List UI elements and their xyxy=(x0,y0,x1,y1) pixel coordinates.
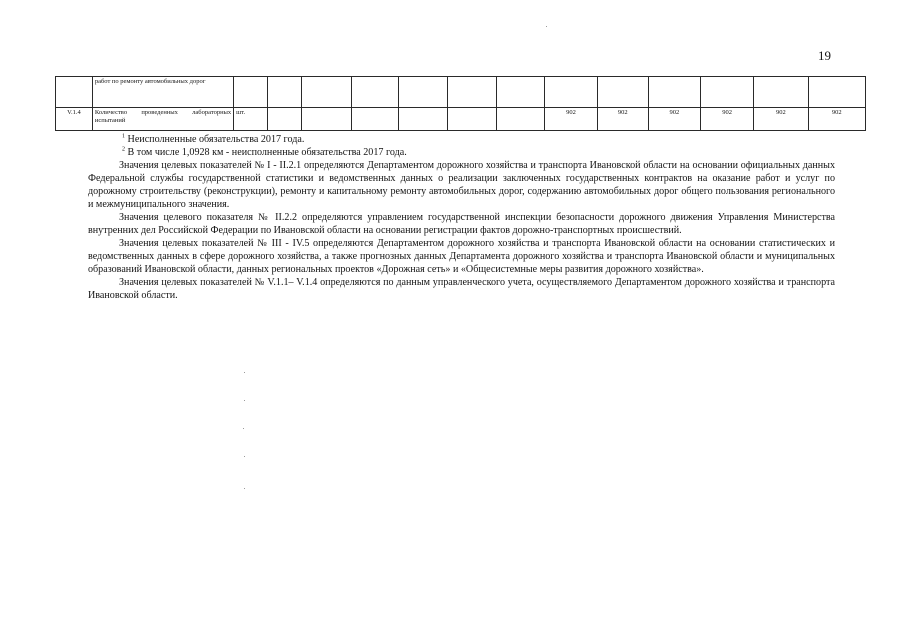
footnote-text: Неисполненные обязательства 2017 года. xyxy=(127,134,305,145)
scan-speck xyxy=(244,372,245,373)
value-cell xyxy=(301,77,351,108)
paragraph-2: Значения целевого показателя № II.2.2 определяются управлением государственной инспекции безопасности дорожного движения Управления Министерства внутренних дел Российской Федерации по Ивановской области на основании регистрации фактов дорожно-транспортных происшествий. xyxy=(88,212,835,236)
footnote-mark: 1 xyxy=(122,133,125,140)
value-cell xyxy=(497,77,545,108)
value-cell: 902 xyxy=(808,108,865,131)
paragraph-1: Значения целевых показателей № I - II.2.1 определяются Департаментом дорожного хозяйства и транспорта Ивановской области на основании официальных данных Федеральной службы государственной статистики и ведомственных данных о реализации заключенных государственных контрактов на оказание работ и услуг по дорожному строительству (реконструкции), ремонту и капитальному ремонту автомобильных дорог, содержанию автомобильных дорог общего пользования регионального и межмуниципального значения. xyxy=(88,160,835,210)
indicators-table xyxy=(55,76,866,131)
scan-speck xyxy=(244,488,245,489)
scan-speck xyxy=(546,26,547,27)
footnote-text: В том числе 1,0928 км - неисполненные обязательства 2017 года. xyxy=(127,147,407,158)
value-cell xyxy=(808,77,865,108)
row-code-cell xyxy=(56,77,93,108)
notes-block xyxy=(88,133,835,302)
row-name-cell: работ по ремонту автомобильных дорог xyxy=(92,77,233,108)
value-cell xyxy=(597,77,648,108)
scan-speck xyxy=(244,456,245,457)
value-cell xyxy=(545,77,597,108)
paragraph-3: Значения целевых показателей № III - IV.5 определяются Департаментом дорожного хозяйства и транспорта Ивановской области на основании статистических и ведомственных данных в сфере дорожного хозяйства, а также прогнозных данных Департамента дорожного хозяйства и транспорта Ивановской области и муниципальных образований Ивановской области, данных региональных проектов «Дорожная сеть» и «Общесистемные меры развития дорожного хозяйства». xyxy=(88,238,835,275)
value-cell xyxy=(267,108,301,131)
value-cell xyxy=(301,108,351,131)
value-cell xyxy=(754,77,808,108)
row-name-cell: Количество проведенных лабораторных испытаний xyxy=(92,108,233,131)
value-cell: 902 xyxy=(701,108,754,131)
value-cell xyxy=(267,77,301,108)
value-cell xyxy=(448,77,497,108)
scan-speck xyxy=(244,400,245,401)
paragraph-4: Значения целевых показателей № V.1.1– V.1.4 определяются по данным управленческого учета, осуществляемого Департаментом дорожного хозяйства и транспорта Ивановской области. xyxy=(88,277,835,301)
row-code-cell: V.1.4 xyxy=(56,108,93,131)
table-row xyxy=(56,108,866,131)
value-cell: 902 xyxy=(754,108,808,131)
value-cell xyxy=(497,108,545,131)
value-cell xyxy=(648,77,700,108)
footnote-mark: 2 xyxy=(122,146,125,153)
value-cell: 902 xyxy=(648,108,700,131)
value-cell xyxy=(351,108,398,131)
value-cell xyxy=(399,77,448,108)
page-number: 19 xyxy=(818,48,831,63)
value-cell xyxy=(701,77,754,108)
row-unit-cell xyxy=(234,77,268,108)
value-cell: 902 xyxy=(597,108,648,131)
table-row xyxy=(56,77,866,108)
value-cell xyxy=(351,77,398,108)
footnote-2 xyxy=(88,146,835,159)
value-cell: 902 xyxy=(545,108,597,131)
footnote-1 xyxy=(88,133,835,146)
value-cell xyxy=(399,108,448,131)
value-cell xyxy=(448,108,497,131)
row-unit-cell: шт. xyxy=(234,108,268,131)
scan-speck xyxy=(243,428,244,429)
